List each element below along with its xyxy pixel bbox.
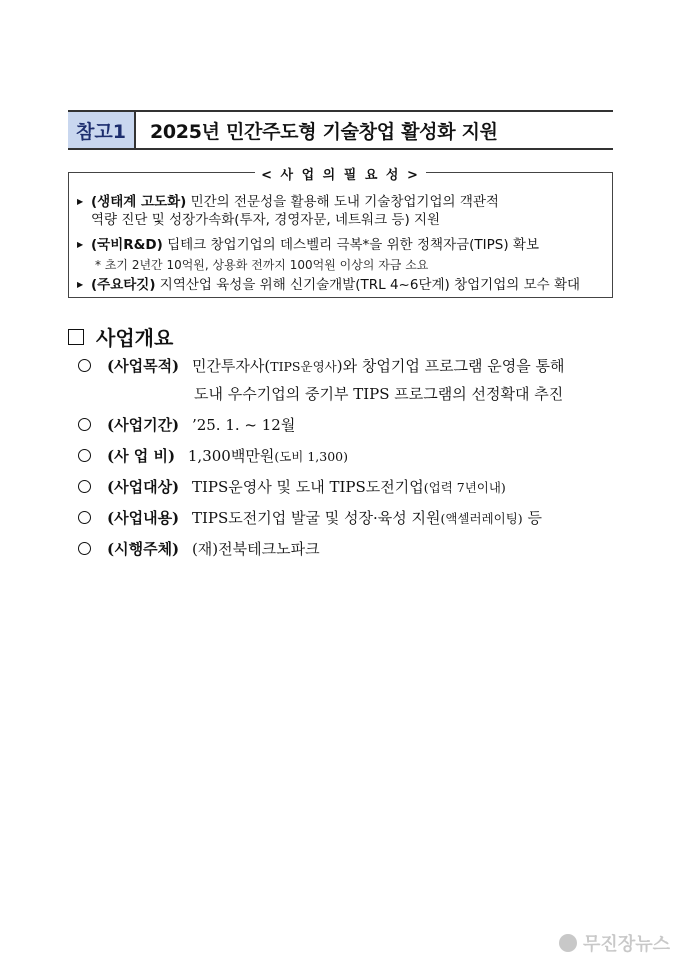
necessity-bullet-2: ▶ (국비R&D) 딥테크 창업기업의 데스벨리 극복*을 위한 정책자금(TIPS) 확보 <box>77 237 539 253</box>
circle-bullet-icon <box>78 418 91 431</box>
footnote: * 초기 2년간 10억원, 상용화 전까지 100억원 이상의 자금 소요 <box>95 258 429 272</box>
section-heading: 사업개요 <box>68 322 173 351</box>
watermark: 무진장뉴스 <box>559 930 670 956</box>
circle-bullet-icon <box>78 511 91 524</box>
item-organizer: (시행주체) (재)전북테크노파크 <box>78 538 638 560</box>
square-bullet-icon <box>68 329 84 345</box>
item-purpose-continued: 도내 우수기업의 중기부 TIPS 프로그램의 선정확대 추진 <box>194 385 564 403</box>
item-budget: (사 업 비) 1,300백만원(도비 1,300) <box>78 445 638 468</box>
triangle-bullet-icon: ▶ <box>77 240 84 249</box>
necessity-box <box>68 168 613 298</box>
triangle-bullet-icon: ▶ <box>77 197 84 206</box>
necessity-bullet-3: ▶ (주요타깃) 지역산업 육성을 위해 신기술개발(TRL 4~6단계) 창업기업의 모수 확대 <box>77 277 581 293</box>
item-content: (사업내용) TIPS도전기업 발굴 및 성장·육성 지원(액셀러레이팅) 등 <box>78 507 638 530</box>
item-period: (사업기간) ’25. 1. ~ 12월 <box>78 414 638 436</box>
watermark-logo-icon <box>559 934 577 952</box>
page-title: 2025년 민간주도형 기술창업 활성화 지원 <box>149 120 498 143</box>
triangle-bullet-icon: ▶ <box>77 280 84 289</box>
reference-tag: 참고1 <box>68 112 136 148</box>
circle-bullet-icon <box>78 480 91 493</box>
circle-bullet-icon <box>78 449 91 462</box>
item-purpose: (사업목적) 민간투자사(TIPS운영사)와 창업기업 프로그램 운영을 통해 <box>78 355 638 378</box>
necessity-heading: < 사 업 의 필 요 성 > <box>69 164 612 183</box>
circle-bullet-icon <box>78 359 91 372</box>
necessity-bullet-1: ▶ (생태계 고도화) 민간의 전문성을 활용해 도내 기술창업기업의 객관적 역량 진단 및 성장가속화(투자, 경영자문, 네트워크 등) 지원 <box>77 194 499 228</box>
item-target: (사업대상) TIPS운영사 및 도내 TIPS도전기업(업력 7년이내) <box>78 476 638 499</box>
title-bar <box>68 110 613 150</box>
circle-bullet-icon <box>78 542 91 555</box>
